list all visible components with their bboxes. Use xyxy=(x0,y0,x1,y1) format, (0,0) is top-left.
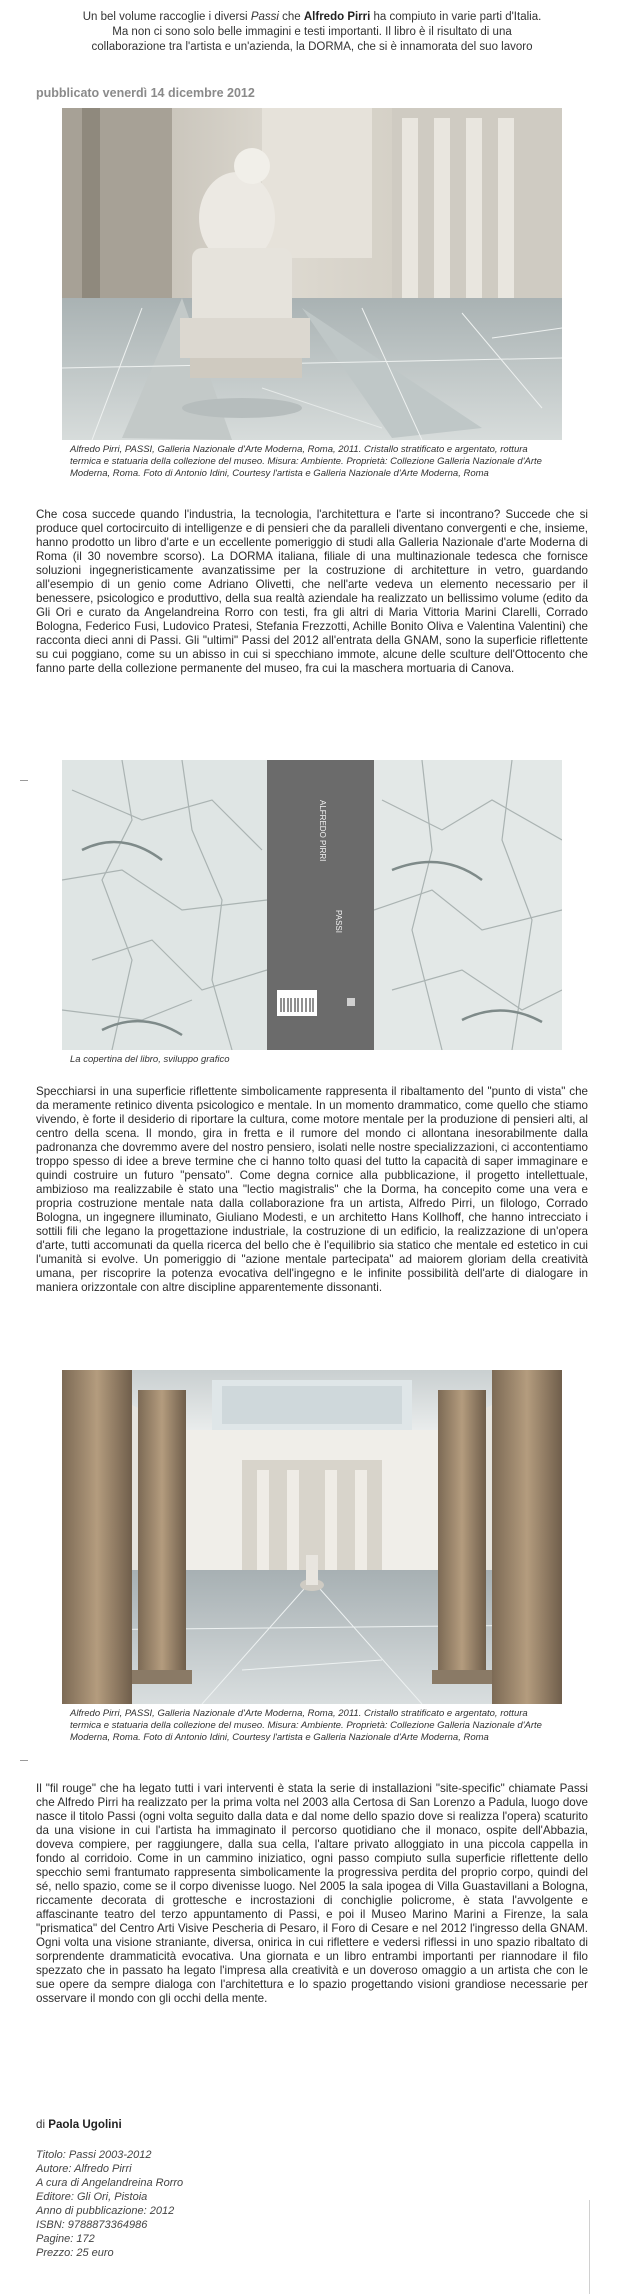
book-spine-author: ALFREDO PIRRI xyxy=(318,800,327,862)
publication-date: pubblicato venerdì 14 dicembre 2012 xyxy=(36,86,255,100)
article-paragraph-3: Il "fil rouge" che ha legato tutti i vari interventi è stata la serie di installazioni "site-specific" chiamate Passi che Alfredo Pirri ha realizzato per la prima volta nel 2003 alla Certosa di San Lorenzo a Padula, luogo dove nasce il titolo Passi (ogni volta seguito dalla data e dal nome dello spazio dove si realizza l'opera) scaturito da una visione in cui l'artista ha immaginato il percorso quotidiano che il monaco, ospite dell'Abbazia, doveva compiere, per raggiungere, dalla sua cella, l'altare privato alloggiato in una piccola cappella in fondo al corridoio. Come in un cammino iniziatico, ogni passo compiuto sulla superficie riflettente dello specchio semi frantumato rappresenta simbolicamente la progressiva perdita del proprio corpo, quindi del sé, nello spazio, come se il corpo divenisse luogo. Nel 2005 la sala ipogea di Villa Guastavillani a Bologna, riccamente decorata di grottesche e incrostazioni di conchiglie policrome, è stata l'avvolgente e affascinante teatro del terzo appuntamento di Passi, e poi il Museo Marino Marini a Firenze, la sala "prismatica" del Centro Arti Visive Pescheria di Pesaro, il Foro di Cesare e nel 2012 l'ingresso della GNAM. Ogni volta una visione straniante, diversa, onirica in cui riflettere e vedersi riflessi in uno spazio ribaltato di sorprendente drammaticità evocativa. Una giornata e un libro entrambi importanti per riannodare il filo spezzato che in passato ha legato l'impresa alla creatività e un doveroso omaggio a un artista che con le sue opere da sempre dialoga con l'architettura e lo spazio progettando visioni grandiose necessarie per osservare il mondo con gli occhi della mente. xyxy=(36,1782,588,2005)
book-spine-title: PASSI xyxy=(334,910,343,933)
gallery-hall-graphic xyxy=(62,1370,562,1704)
author-name: Paola Ugolini xyxy=(48,2118,122,2131)
meta-isbn: ISBN: 9788873364986 xyxy=(36,2219,148,2231)
photo-caption-3: Alfredo Pirri, PASSI, Galleria Nazionale d'Arte Moderna, Roma, 2011. Cristallo stratificato e argentato, rottura termica e statuaria della collezione del museo. Misura: Ambiente. Proprietà: Collezione Galleria Nazionale d'Arte Moderna, Roma. Foto di Antonio Idini, Courtesy l'artista e Galleria Nazionale d'Arte Moderna, Roma xyxy=(70,1708,542,1743)
photo-book-cover xyxy=(62,760,562,1050)
meta-year: Anno di pubblicazione: 2012 xyxy=(36,2205,175,2217)
book-cover-graphic xyxy=(62,760,562,1050)
photo-sculpture-mirror xyxy=(62,108,562,440)
article-byline: di Paola Ugolini xyxy=(36,2118,122,2131)
meta-publisher: Editore: Gli Ori, Pistoia xyxy=(36,2191,148,2203)
meta-curator: A cura di Angelandreina Rorro xyxy=(36,2177,184,2189)
margin-dash xyxy=(20,780,28,781)
meta-pages: Pagine: 172 xyxy=(36,2233,95,2245)
article-paragraph-2: Specchiarsi in una superficie riflettente simbolicamente rappresenta il ribaltamento del "punto di vista" che da meramente retinico diventa psicologico e mentale. In un momento drammatico, come quello che stiamo vivendo, è forte il desiderio di riportare la cultura, come motore mentale per la produzione di pensieri alti, al centro della scena. Il mondo, gira in fretta e il rumore del mondo ci allontana inesorabilmente dalla padronanza che dovremmo avere del nostro pensiero, isolati nelle nostre specializzazioni, ci accontentiamo troppo spesso di idee a breve termine che ci hanno tolto quasi del tutto la capacità di saper immaginare e quindi costruire un futuro "pensato". Come degna cornice alla pubblicazione, il progetto intellettuale, ambizioso ma realizzabile è stato una "lectio magistralis" che la Dorma, ha concepito come una vera e propria costruzione mentale nata dalla collaborazione fra un artista, Alfredo Pirri, un filologo, Corrado Bologna, un ingegnere illuminato, Giuliano Modesti, e un architetto Hans Kollhoff, che hanno intrecciato i sottili fili che legano la progettazione industriale, la costruzione di un edificio, la realizzazione di un'opera d'arte, tutti accomunati da quella ricerca del bello che è l'equilibrio sia statico che mentale ed estetico in cui l'umanità si evolve. Un pomeriggio di "azione mentale partecipata" ad maiorem gloriam della creatività umana, per riscoprire la potenza evocativa dell'ingegno e le infinite possibilità dell'arte di dialogare in maniera orizzontale con altre discipline apparentemente dissonanti. xyxy=(36,1085,588,1294)
meta-author: Autore: Alfredo Pirri xyxy=(36,2163,132,2175)
intro-lead xyxy=(30,10,594,55)
photo-caption-1: Alfredo Pirri, PASSI, Galleria Nazionale d'Arte Moderna, Roma, 2011. Cristallo stratificato e argentato, rottura termica e statuaria della collezione del museo. Misura: Ambiente. Proprietà: Collezione Galleria Nazionale d'Arte Moderna, Roma. Foto di Antonio Idini, Courtesy l'artista e Galleria Nazionale d'Arte Moderna, Roma xyxy=(70,444,542,479)
margin-dash xyxy=(20,1760,28,1761)
photo-gallery-hall xyxy=(62,1370,562,1704)
book-metadata xyxy=(36,2148,183,2260)
photo-caption-2: La copertina del libro, sviluppo grafico xyxy=(70,1054,230,1065)
intro-line-2: Ma non ci sono solo belle immagini e testi importanti. Il libro è il risultato di una xyxy=(112,26,512,38)
meta-title: Titolo: Passi 2003-2012 xyxy=(36,2149,152,2161)
intro-line-3: collaborazione tra l'artista e un'azienda, la DORMA, che si è innamorata del suo lavoro xyxy=(91,41,533,53)
intro-line-1: Un bel volume raccoglie i diversi Passi che Alfredo Pirri ha compiuto in varie parti d'Italia. xyxy=(82,11,542,23)
meta-price: Prezzo: 25 euro xyxy=(36,2247,114,2259)
sculpture-photo-graphic xyxy=(62,108,562,440)
artist-name: Alfredo Pirri xyxy=(303,11,371,23)
right-divider xyxy=(589,2200,590,2294)
article-paragraph-1: Che cosa succede quando l'industria, la tecnologia, l'architettura e l'arte si incontrano? Succede che si produce quel cortocircuito di intelligenze e di pensieri che da paralleli diventano convergenti e che, insieme, hanno prodotto un libro d'arte e un eccellente pomeriggio di studi alla Galleria Nazionale d'arte Moderna di Roma (il 30 novembre scorso). La DORMA italiana, filiale di una multinazionale tedesca che fornisce soluzioni ingegneristicamente avanzatissime per la costruzione di architetture in vetro, guardando all'esempio di un genio come Adriano Olivetti, che nell'arte vedeva un elemento necessario per il benessere, psicologico e produttivo, della sua realtà aziendale ha realizzato un bellissimo volume (edito da Gli Ori e curato da Angelandreina Rorro con testi, fra gli altri di Maria Vittoria Marini Clarelli, Corrado Bologna, Federico Fusi, Ludovico Pratesi, Stefania Frezzotti, Achille Bonito Oliva e Valentina Valentini) che racconta dieci anni di Passi. Gli "ultimi" Passi del 2012 all'entrata della GNAM, sono la superficie riflettente su cui poggiano, come su un abisso in cui si specchiano immote, alcune delle sculture dell'Ottocento che fanno parte della collezione permanente del museo, fra cui la maschera mortuaria di Canova. xyxy=(36,508,588,675)
